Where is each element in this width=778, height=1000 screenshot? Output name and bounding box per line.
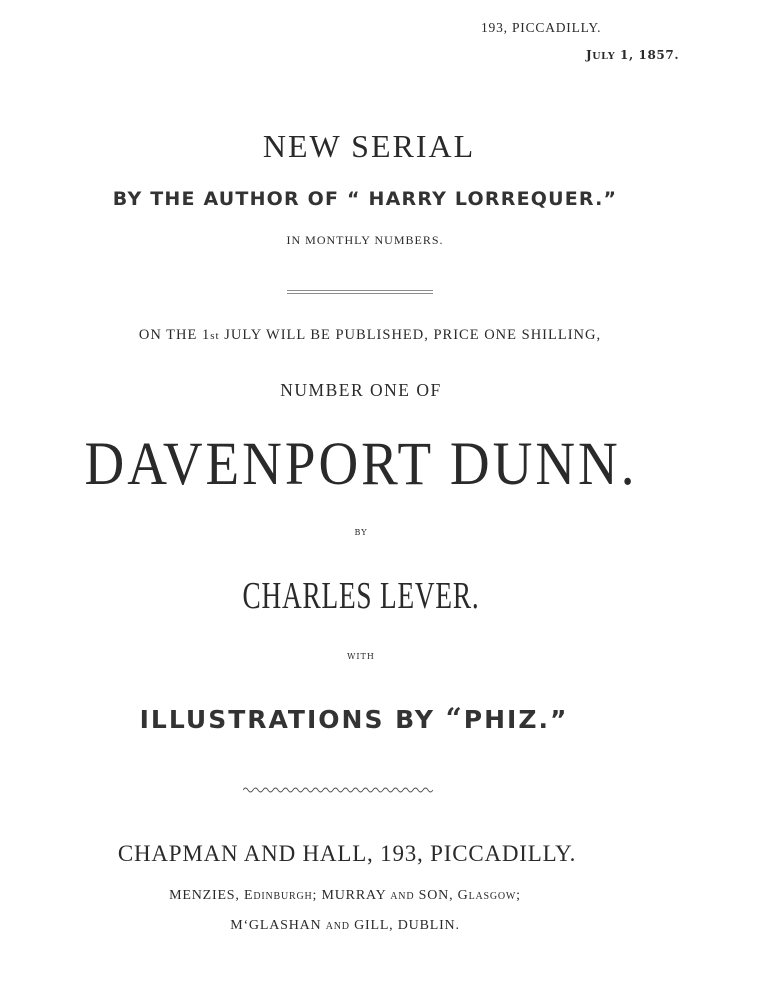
frequency-line: IN MONTHLY NUMBERS.	[286, 233, 444, 247]
agent1-end: ;	[516, 888, 521, 903]
wavy-rule-divider	[243, 785, 433, 795]
agent1-sep: ; MURRAY	[312, 888, 391, 903]
illustrations-text: ILLUSTRATIONS BY	[139, 705, 446, 734]
address-line: 193, PICCADILLY.	[481, 20, 602, 35]
agents-line-1	[0, 888, 690, 904]
by-label: BY	[354, 528, 368, 537]
agents-line-2	[0, 918, 690, 934]
book-title: DAVENPORT DUNN.	[84, 429, 638, 498]
illustrator-name: PHIZ.”	[463, 705, 569, 734]
author-name: CHARLES LEVER.	[242, 574, 480, 617]
publisher-line: CHAPMAN AND HALL, 193, PICCADILLY.	[117, 841, 577, 866]
illustrations-quote: “	[445, 702, 464, 735]
announce-ordinal: st	[210, 330, 220, 342]
announce-part1: ON THE 1	[138, 327, 211, 343]
agent2-rest: GILL, DUBLIN.	[349, 918, 460, 933]
illustrations-credit	[0, 702, 708, 735]
agent1-name: MENZIES, E	[169, 888, 254, 903]
heading-new-serial: NEW SERIAL	[262, 128, 476, 164]
agent1-city2: LASGOW	[468, 891, 517, 902]
date-initial: J	[586, 48, 593, 62]
date-line	[586, 48, 679, 62]
agent1-son: SON, G	[414, 888, 469, 903]
number-one-line: NUMBER ONE OF	[280, 380, 442, 400]
announce-part2: JULY WILL BE PUBLISHED, PRICE ONE SHILLING,	[219, 327, 602, 343]
agent2-name: M‘GLASHAN	[230, 918, 326, 933]
agent1-and: AND	[390, 891, 415, 902]
double-rule-divider	[287, 289, 433, 295]
with-label: WITH	[347, 652, 375, 661]
date-rest: 1, 1857.	[615, 48, 680, 62]
date-month-small-caps: ULY	[592, 51, 616, 62]
byline: BY THE AUTHOR OF “ HARRY LORREQUER.”	[112, 188, 618, 210]
agent2-and: AND	[325, 921, 350, 932]
agent1-city: DINBURGH	[253, 891, 313, 902]
publication-announcement	[0, 327, 740, 344]
